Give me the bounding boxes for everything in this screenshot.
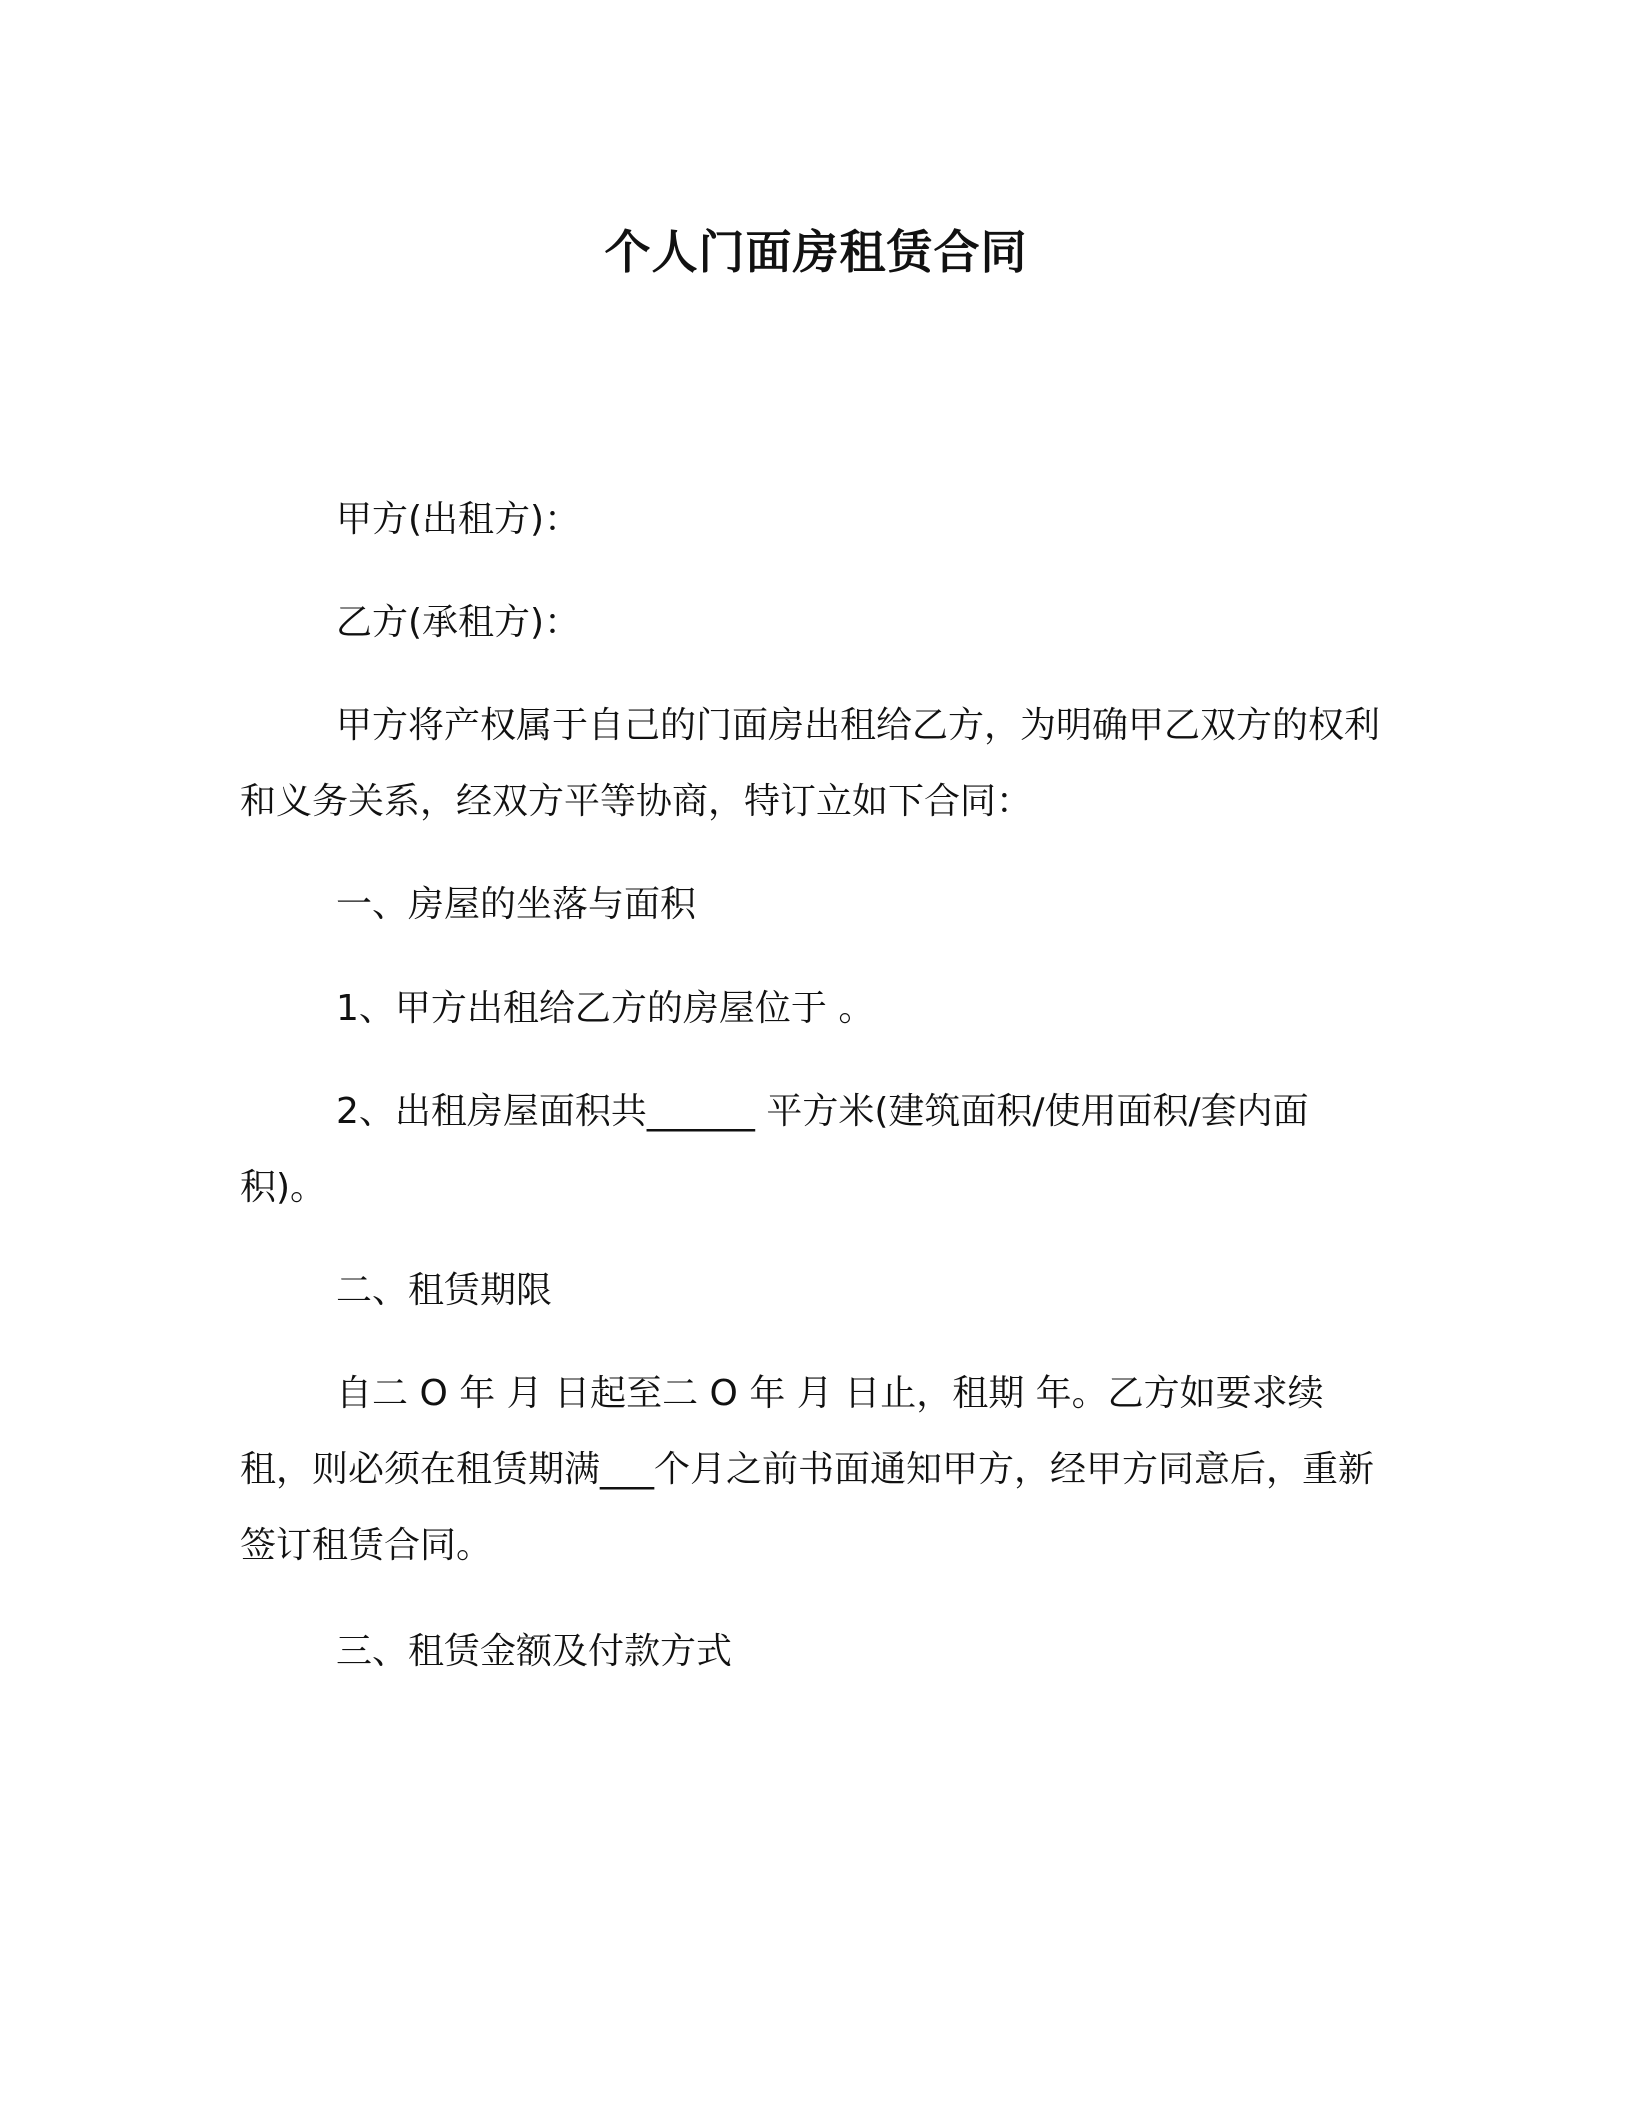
section-1-item-2: 2、出租房屋面积共______ 平方米(建筑面积/使用面积/套内面积)。 xyxy=(240,1091,1309,1208)
party-b-label: 乙方(承租方)： xyxy=(336,602,581,643)
document-title: 个人门面房租赁合同 xyxy=(604,225,1028,279)
section-2-heading: 二、租赁期限 xyxy=(336,1270,553,1311)
intro-paragraph: 甲方将产权属于自己的门面房出租给乙方，为明确甲乙双方的权利和义务关系，经双方平等协商，特订立如下合同： xyxy=(240,705,1381,822)
party-a-label: 甲方(出租方)： xyxy=(336,499,581,540)
section-3-heading: 三、租赁金额及付款方式 xyxy=(336,1631,733,1672)
section-2-paragraph: 自二 O 年 月 日起至二 O 年 月 日止，租期 年。乙方如要求续租，则必须在租赁期满___个月之前书面通知甲方，经甲方同意后，重新签订租赁合同。 xyxy=(240,1373,1375,1566)
section-1-heading: 一、房屋的坐落与面积 xyxy=(336,884,697,925)
section-1-item-1: 1、甲方出租给乙方的房屋位于 。 xyxy=(336,988,875,1029)
